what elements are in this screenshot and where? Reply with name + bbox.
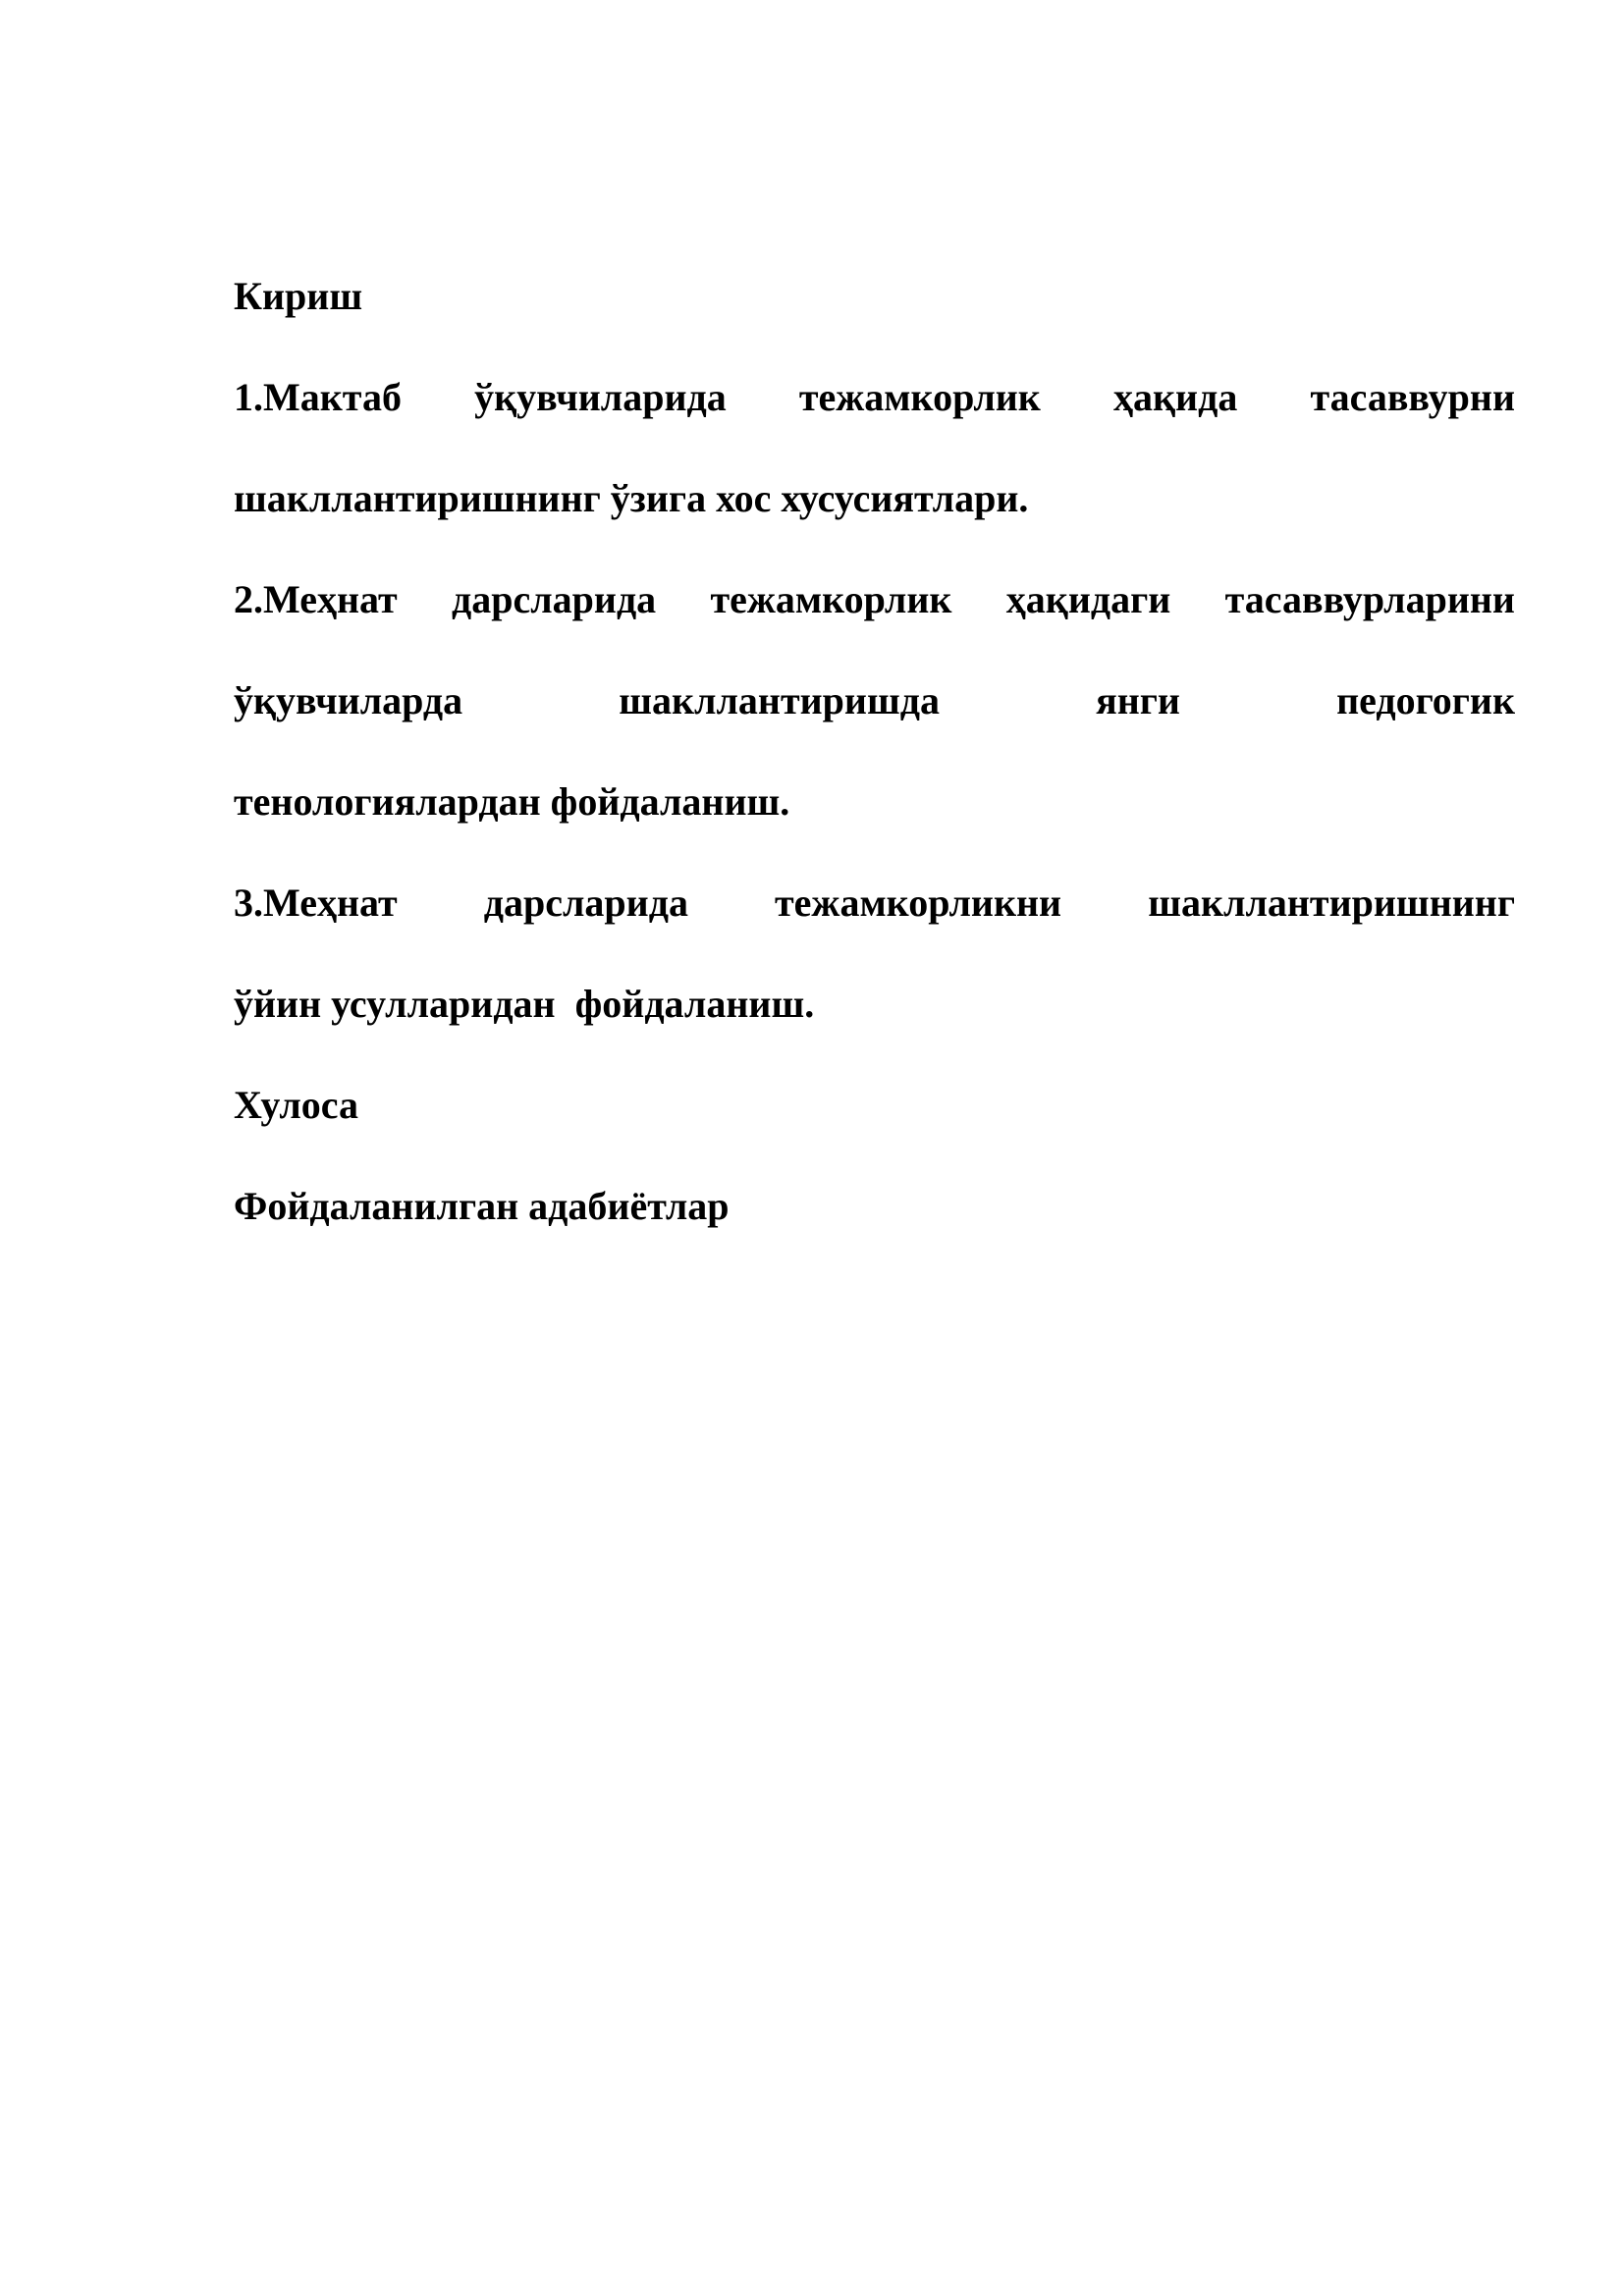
- word: янги: [1096, 678, 1180, 722]
- conclusion-heading: Хулоса: [234, 1083, 359, 1127]
- word: тасаввурларини: [1224, 577, 1515, 621]
- word: педогогик: [1336, 678, 1515, 722]
- section-1-line-1: [234, 347, 1515, 448]
- word: тежамкорлик: [798, 375, 1041, 419]
- word: ҳақида: [1112, 375, 1238, 419]
- references-heading: Фойдаланилган адабиётлар: [234, 1184, 730, 1228]
- word: ҳақидаги: [1005, 577, 1171, 621]
- word: шакллантиришнинг: [1148, 881, 1515, 925]
- word: шакллантиришда: [619, 678, 940, 722]
- section-2-line-1: [234, 549, 1515, 650]
- section-2-line-2: [234, 650, 1515, 751]
- word: 3.Меҳнат: [234, 881, 398, 925]
- section-3-line-1: [234, 852, 1515, 953]
- section-3-line-2: ўйин усулларидан фойдаланиш.: [234, 982, 815, 1026]
- word: тежамкорлик: [710, 577, 952, 621]
- table-of-contents: [234, 245, 1515, 1256]
- word: ўқувчиларда: [234, 678, 463, 722]
- section-1-line-2: шакллантиришнинг ўзига хос хусусиятлари.: [234, 476, 1029, 520]
- word: тасаввурни: [1310, 375, 1515, 419]
- word: дарсларида: [451, 577, 657, 621]
- word: дарсларида: [483, 881, 688, 925]
- word: 1.Мактаб: [234, 375, 402, 419]
- word: ўқувчиларида: [474, 375, 727, 419]
- word: тежамкорликни: [775, 881, 1062, 925]
- section-2-line-3: тенологиялардан фойдаланиш.: [234, 779, 790, 824]
- intro-heading: Кириш: [234, 274, 363, 318]
- word: 2.Меҳнат: [234, 577, 398, 621]
